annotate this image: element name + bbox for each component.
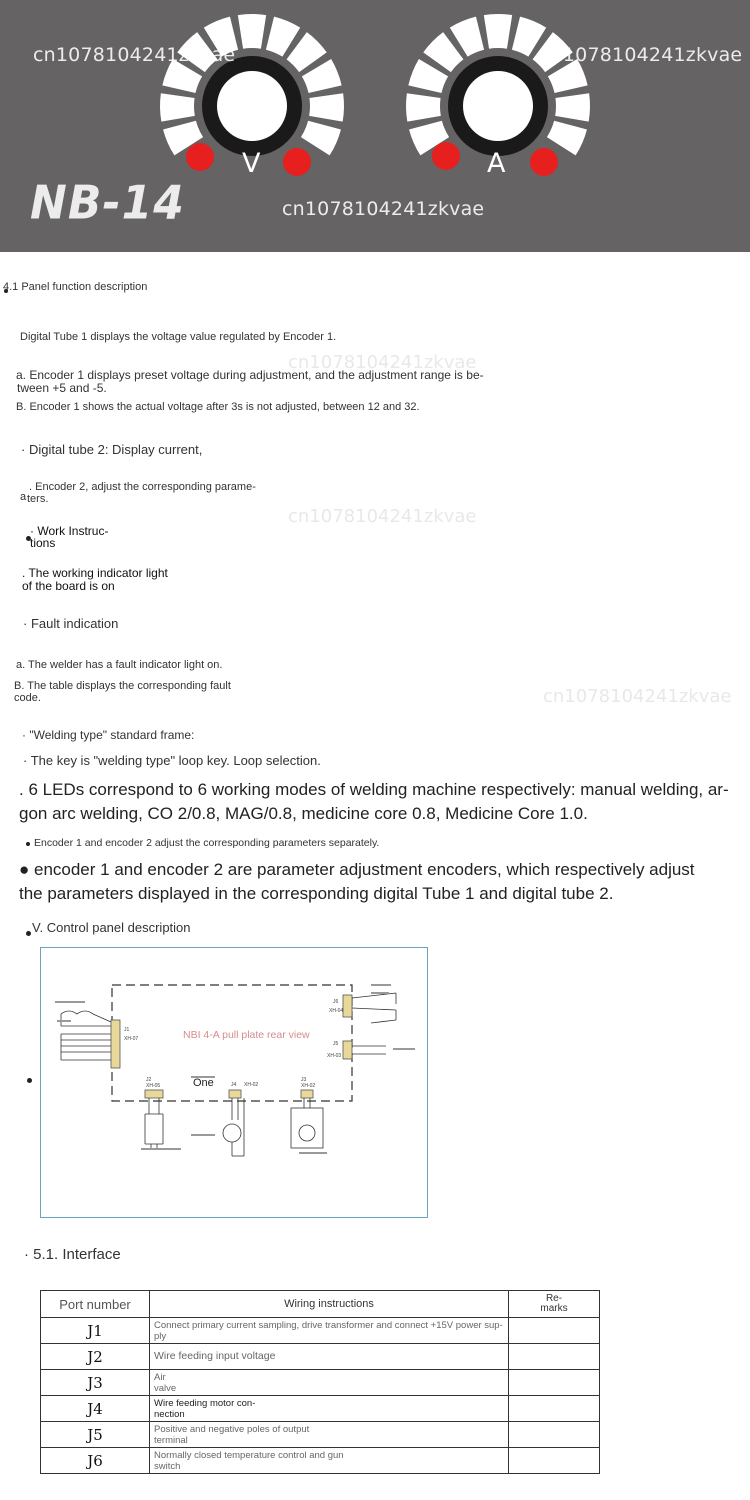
table-row xyxy=(41,1422,600,1448)
watermark-top-right: cn1078104241zkvae xyxy=(540,44,743,66)
led-left-1 xyxy=(186,143,214,171)
wiring-line1: Wire feeding motor con- xyxy=(154,1397,256,1409)
table-row xyxy=(41,1396,600,1422)
header-remarks xyxy=(509,1291,600,1318)
model-name: NB-14 xyxy=(30,176,185,231)
knob-segment xyxy=(555,93,590,121)
header-wiring-instructions: Wiring instructions xyxy=(150,1291,509,1318)
diagram-title: NBI 4-A pull plate rear view xyxy=(183,1029,310,1041)
bullet-dot xyxy=(27,1078,32,1083)
loop-key-text: · The key is "welding type" loop key. Loop selection. xyxy=(23,753,321,768)
current-label: A xyxy=(487,148,506,179)
tube2-text: · Digital tube 2: Display current, xyxy=(21,442,203,457)
led-left-2 xyxy=(283,148,311,176)
section-5-title: V. Control panel description xyxy=(32,920,191,935)
connector-j5-code: XH-03 xyxy=(327,1053,342,1059)
encoder1-a-line2: tween +5 and -5. xyxy=(17,381,107,395)
wiring-line1: Connect primary current sampling, drive transformer and connect +15V power sup- xyxy=(154,1319,503,1331)
header-port-number: Port number xyxy=(41,1291,150,1318)
encoder-param-line2: the parameters displayed in the corresponding digital Tube 1 and digital tube 2. xyxy=(19,884,614,903)
knob-segment xyxy=(484,14,512,49)
remarks-cell xyxy=(509,1422,600,1448)
table-row xyxy=(41,1448,600,1474)
knob-segment xyxy=(238,14,266,49)
diagram-annotations xyxy=(55,984,415,1154)
wiring-cell xyxy=(150,1422,509,1448)
wiring-line2: valve xyxy=(154,1382,177,1394)
encoder-separate-text: Encoder 1 and encoder 2 adjust the corresponding parameters separately. xyxy=(34,837,380,849)
connector-j4-code: XH-02 xyxy=(244,1082,259,1088)
encoder2-line1: . Encoder 2, adjust the corresponding parame- xyxy=(29,481,256,493)
connector-j4-label: J4 xyxy=(231,1082,237,1088)
fault-b-line2: code. xyxy=(14,692,41,704)
wiring-line1: Air xyxy=(154,1371,166,1383)
knob-center xyxy=(463,71,533,141)
knob-segment xyxy=(160,93,195,121)
tube1-text: Digital Tube 1 displays the voltage value regulated by Encoder 1. xyxy=(20,331,337,343)
connector-j2-code: XH-05 xyxy=(146,1083,161,1089)
diagram-label-one: One xyxy=(193,1077,214,1089)
connector-j1-label: J1 xyxy=(124,1027,130,1033)
knob-center xyxy=(217,71,287,141)
fault-b-line1: B. The table displays the corresponding fault xyxy=(14,680,231,692)
table-header-row xyxy=(41,1291,600,1318)
header-remarks-line1: Re- xyxy=(545,1293,563,1304)
watermark-top-left: cn1078104241zkvae xyxy=(33,44,236,66)
interface-title: · 5.1. Interface xyxy=(24,1246,121,1263)
port-cell: J3 xyxy=(41,1370,150,1396)
encoder1-b-text: B. Encoder 1 shows the actual voltage after 3s is not adjusted, between 12 and 32. xyxy=(16,401,420,413)
remarks-cell xyxy=(509,1370,600,1396)
knob-segment xyxy=(547,121,587,156)
wiring-line2: switch xyxy=(154,1460,181,1472)
control-panel-image xyxy=(0,0,750,252)
port-cell: J4 xyxy=(41,1396,150,1422)
j2-header xyxy=(145,1090,163,1098)
wiring-cell xyxy=(150,1318,509,1344)
fault-indication-title: · Fault indication xyxy=(23,616,119,631)
watermark-bottom: cn1078104241zkvae xyxy=(282,198,485,220)
wiring-cell xyxy=(150,1370,509,1396)
port-cell: J2 xyxy=(41,1344,150,1370)
table-row xyxy=(41,1318,600,1344)
remarks-cell xyxy=(509,1448,600,1474)
knob-segment xyxy=(301,121,341,156)
leds-line2: gon arc welding, CO 2/0.8, MAG/0.8, medicine core 0.8, Medicine Core 1.0. xyxy=(19,804,588,823)
wiring-line1: Normally closed temperature control and gun xyxy=(154,1449,344,1461)
table-row xyxy=(41,1370,600,1396)
voltage-knob xyxy=(160,14,344,156)
j5-header xyxy=(343,1041,352,1059)
j3-wires xyxy=(291,1098,323,1148)
interface-table xyxy=(40,1290,600,1474)
j4-wires xyxy=(223,1098,244,1156)
connector-j6-code: XH-04 xyxy=(329,1008,344,1014)
wiring-diagram xyxy=(40,947,428,1218)
wiring-line2: terminal xyxy=(154,1434,188,1446)
remarks-cell xyxy=(509,1396,600,1422)
port-cell: J1 xyxy=(41,1318,150,1344)
wiring-cell xyxy=(150,1448,509,1474)
connector-j2-label: J2 xyxy=(146,1077,152,1083)
knob-segment xyxy=(406,93,441,121)
encoder2-marker: a xyxy=(20,491,27,503)
connector-j6-label: J6 xyxy=(333,999,339,1005)
knob-segment xyxy=(309,93,344,121)
j6-wires xyxy=(352,993,396,1023)
table-row xyxy=(41,1344,600,1370)
j2-wires xyxy=(145,1098,163,1148)
encoder2-line2: ters. xyxy=(27,493,49,505)
bullet-dot xyxy=(26,931,31,936)
remarks-cell xyxy=(509,1318,600,1344)
wiring-line1: Wire feeding input voltage xyxy=(154,1350,276,1362)
watermark-doc-3: cn1078104241zkvae xyxy=(543,686,732,707)
wiring-line1: Positive and negative poles of output xyxy=(154,1423,310,1435)
j3-header xyxy=(301,1090,313,1098)
wiring-cell xyxy=(150,1344,509,1370)
j1-wires xyxy=(61,1011,111,1060)
work-instructions-line1: · Work Instruc- xyxy=(30,524,109,538)
work-instructions-line2: tions xyxy=(30,536,56,550)
connector-j5-label: J5 xyxy=(333,1041,339,1047)
wiring-cell xyxy=(150,1396,509,1422)
port-cell: J5 xyxy=(41,1422,150,1448)
connector-j3-code: XH-02 xyxy=(301,1083,316,1089)
watermark-doc-2: cn1078104241zkvae xyxy=(288,506,477,527)
working-light-line2: of the board is on xyxy=(22,579,115,593)
leds-line1: . 6 LEDs correspond to 6 working modes of welding machine respectively: manual welding, ar- xyxy=(19,780,729,799)
connector-j1-code: XH-07 xyxy=(124,1036,139,1042)
port-cell: J6 xyxy=(41,1448,150,1474)
led-right-2 xyxy=(530,148,558,176)
encoder1-a-line1: a. Encoder 1 displays preset voltage during adjustment, and the adjustment range is be- xyxy=(16,368,484,382)
encoder-param-line1: ● encoder 1 and encoder 2 are parameter adjustment encoders, which respectively adjust xyxy=(19,860,695,879)
watermark-doc-1: cn1078104241zkvae xyxy=(288,352,477,373)
j6-header xyxy=(343,995,352,1017)
remarks-cell xyxy=(509,1344,600,1370)
connector-j3-label: J3 xyxy=(301,1077,307,1083)
working-light-line1: . The working indicator light xyxy=(22,566,168,580)
current-knob xyxy=(406,14,590,156)
led-right-1 xyxy=(432,142,460,170)
welding-type-text: · "Welding type" standard frame: xyxy=(22,728,195,742)
j4-header xyxy=(229,1090,241,1098)
bullet-dot xyxy=(26,842,30,846)
section-4-1-title: 4.1 Panel function description xyxy=(3,281,148,293)
wiring-line2: ply xyxy=(154,1330,167,1342)
header-remarks-line2: marks xyxy=(540,1303,568,1314)
j5-wires xyxy=(352,1046,386,1054)
fault-a-text: a. The welder has a fault indicator light on. xyxy=(16,659,223,671)
j1-header xyxy=(111,1020,120,1068)
voltage-label: V xyxy=(242,148,261,179)
wiring-line2: nection xyxy=(154,1408,185,1420)
